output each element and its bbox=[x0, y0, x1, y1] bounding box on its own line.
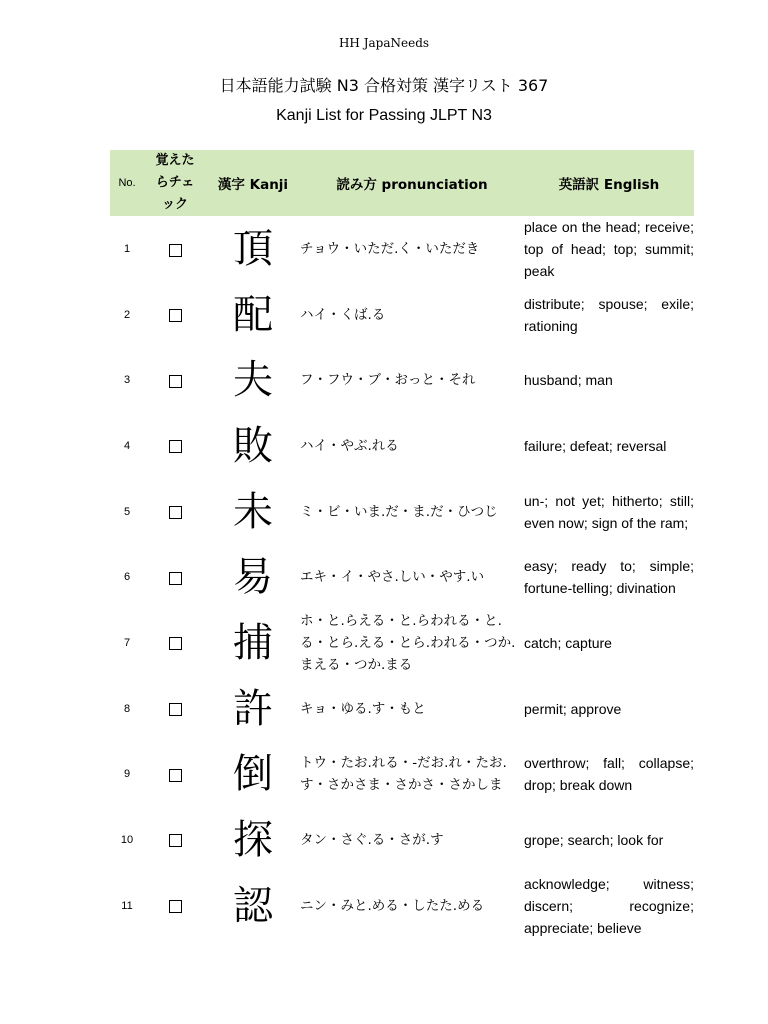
kanji-english-meaning: overthrow; fall; collapse; drop; break down bbox=[524, 755, 694, 794]
empty-checkbox-icon[interactable] bbox=[169, 834, 182, 847]
brand-name: HH JapaNeeds bbox=[338, 36, 430, 50]
kanji-english-meaning: place on the head; receive; top of head; top; summit; peak bbox=[524, 219, 694, 279]
table-row bbox=[110, 216, 694, 282]
header-english: 英語訳 English bbox=[524, 150, 694, 216]
kanji-pronunciation: ハイ・くば.る bbox=[300, 306, 386, 323]
kanji-pronunciation: チョウ・いただ.く・いただき bbox=[300, 241, 480, 257]
kanji-character: 夫 bbox=[233, 357, 273, 404]
row-check-cell bbox=[144, 216, 206, 282]
table-header-row bbox=[110, 150, 694, 216]
table-row bbox=[110, 479, 694, 545]
kanji-pronunciation: フ・フウ・ブ・おっと・それ bbox=[300, 372, 476, 389]
empty-checkbox-icon[interactable] bbox=[169, 440, 182, 453]
row-number: 4 bbox=[123, 439, 131, 452]
kanji-english-meaning: easy; ready to; simple; fortune-telling; divination bbox=[524, 558, 694, 597]
kanji-english-meaning: acknowledge; witness; discern; recognize; appreciate; believe bbox=[524, 875, 694, 936]
kanji-pronunciation: ホ・と.らえる・と.らわれる・と.る・とら.える・とら.われる・つか.まえる・つか.まる bbox=[300, 612, 516, 673]
kanji-english-meaning: distribute; spouse; exile; rationing bbox=[524, 295, 694, 334]
header-check-line: 覚えた bbox=[155, 153, 195, 168]
kanji-character: 未 bbox=[233, 488, 273, 535]
row-number: 1 bbox=[123, 243, 131, 255]
empty-checkbox-icon[interactable] bbox=[169, 375, 182, 388]
page-title-japanese: 日本語能力試験 N3 合格対策 漢字リスト 367 bbox=[219, 76, 549, 95]
kanji-pronunciation: ハイ・やぶ.れる bbox=[300, 437, 399, 454]
kanji-pronunciation: ミ・ビ・いま.だ・ま.だ・ひつじ bbox=[300, 503, 498, 520]
kanji-character: 倒 bbox=[233, 751, 273, 798]
empty-checkbox-icon[interactable] bbox=[169, 309, 182, 322]
row-check-cell bbox=[144, 413, 206, 479]
kanji-character: 探 bbox=[233, 816, 273, 863]
row-check-cell bbox=[144, 282, 206, 348]
row-number: 7 bbox=[123, 636, 131, 649]
row-check-cell bbox=[144, 742, 206, 808]
table-row bbox=[110, 413, 694, 479]
page-title-english: Kanji List for Passing JLPT N3 bbox=[276, 107, 492, 124]
kanji-english-meaning: grope; search; look for bbox=[524, 831, 664, 848]
row-check-cell bbox=[144, 873, 206, 939]
kanji-pronunciation: トウ・たお.れる・-だお.れ・たお.す・さかさま・さかさ・さかしま bbox=[300, 755, 507, 794]
header-kanji: 漢字 Kanji bbox=[206, 150, 300, 216]
row-number: 10 bbox=[120, 833, 134, 846]
kanji-table bbox=[110, 150, 694, 939]
row-check-cell bbox=[144, 348, 206, 414]
empty-checkbox-icon[interactable] bbox=[169, 244, 182, 257]
empty-checkbox-icon[interactable] bbox=[169, 572, 182, 585]
empty-checkbox-icon[interactable] bbox=[169, 637, 182, 650]
kanji-pronunciation: ニン・みと.める・したた.める bbox=[300, 897, 485, 914]
header-check-line: らチェ bbox=[155, 175, 195, 190]
row-number: 8 bbox=[123, 702, 131, 715]
row-number: 5 bbox=[123, 505, 131, 518]
kanji-english-meaning: catch; capture bbox=[524, 634, 612, 651]
row-check-cell bbox=[144, 807, 206, 873]
kanji-character: 配 bbox=[233, 291, 273, 338]
kanji-english-meaning: husband; man bbox=[524, 372, 613, 389]
kanji-english-meaning: failure; defeat; reversal bbox=[524, 437, 667, 454]
header-check-line: ック bbox=[161, 197, 188, 212]
kanji-english-meaning: un-; not yet; hitherto; still; even now; sign of the ram; bbox=[524, 492, 694, 531]
row-number: 3 bbox=[123, 374, 131, 387]
kanji-character: 敗 bbox=[233, 422, 273, 469]
kanji-character: 頂 bbox=[233, 226, 273, 272]
row-number: 9 bbox=[123, 768, 131, 781]
table-row bbox=[110, 282, 694, 348]
table-body bbox=[110, 216, 694, 939]
row-number: 2 bbox=[123, 308, 131, 321]
row-check-cell bbox=[144, 479, 206, 545]
row-number: 6 bbox=[123, 571, 131, 584]
kanji-character: 易 bbox=[233, 554, 273, 601]
row-check-cell bbox=[144, 676, 206, 742]
empty-checkbox-icon[interactable] bbox=[169, 769, 182, 782]
header-number: No. bbox=[110, 150, 144, 216]
kanji-character: 許 bbox=[233, 685, 273, 732]
table-row bbox=[110, 807, 694, 873]
table-row bbox=[110, 348, 694, 414]
header-check bbox=[144, 150, 206, 216]
kanji-pronunciation: キョ・ゆる.す・もと bbox=[300, 700, 426, 717]
row-check-cell bbox=[144, 544, 206, 610]
table-row bbox=[110, 873, 694, 939]
kanji-character: 捕 bbox=[233, 619, 273, 666]
row-check-cell bbox=[144, 610, 206, 676]
header-pronunciation: 読み方 pronunciation bbox=[300, 150, 524, 216]
table-row bbox=[110, 742, 694, 808]
kanji-english-meaning: permit; approve bbox=[524, 700, 622, 717]
kanji-character: 認 bbox=[233, 882, 273, 929]
kanji-pronunciation: タン・さぐ.る・さが.す bbox=[300, 831, 444, 848]
table-row bbox=[110, 610, 694, 676]
empty-checkbox-icon[interactable] bbox=[169, 900, 182, 913]
empty-checkbox-icon[interactable] bbox=[169, 703, 182, 716]
table-row bbox=[110, 676, 694, 742]
kanji-pronunciation: エキ・イ・やさ.しい・やす.い bbox=[300, 569, 485, 586]
empty-checkbox-icon[interactable] bbox=[169, 506, 182, 519]
table-row bbox=[110, 544, 694, 610]
row-number: 11 bbox=[121, 899, 133, 912]
